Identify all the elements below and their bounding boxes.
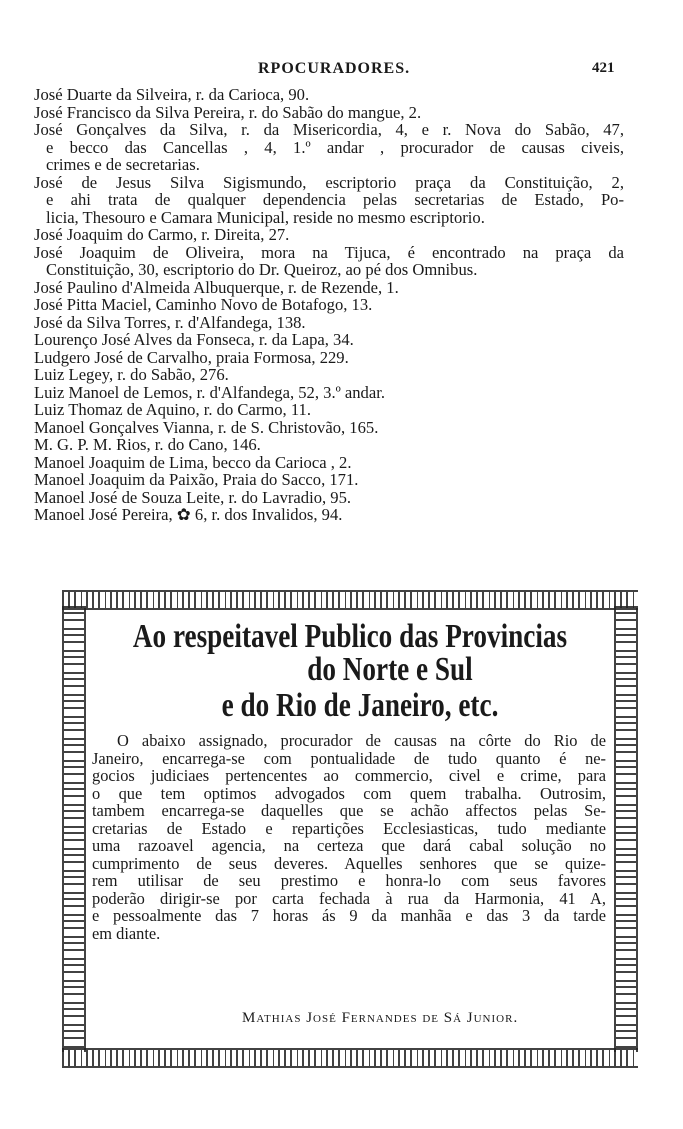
advert-body-line: em diante. [92,923,161,943]
list-entry [34,226,624,244]
list-entry [34,296,624,314]
list-entry [34,419,624,437]
advertisement-box [62,590,638,1068]
list-entry [34,366,624,384]
advert-headline-line-2: do Norte e Sul [307,651,473,688]
list-entry [34,401,624,419]
advert-signature: Mathias José Fernandes de Sá Junior. [242,1010,519,1026]
advert-body-line: uma razoavel agencia, na certeza que dará cabal solução no [92,836,606,855]
list-entry [34,279,624,297]
page-number: 421 [592,60,615,76]
list-entry [34,314,624,332]
list-entry [34,489,624,507]
entry-line: Lourenço José Alves da Fonseca, r. da Lapa, 34. [34,330,354,349]
advert-body [92,732,606,943]
greek-key-border-top [62,590,638,610]
advert-body-line: rem utilisar de seu prestimo e honra-lo com seus favores [92,871,606,890]
advert-body-line: Janeiro, encarrega-se com pontualidade de tudo quanto é ne- [92,748,606,768]
entry-line: José Pitta Maciel, Caminho Novo de Botafogo, 13. [34,295,373,314]
entry-line: José Joaquim de Oliveira, mora na Tijuca, é encontrado na praça da [34,242,624,262]
entry-line: Luiz Thomaz de Aquino, r. do Carmo, 11. [34,400,311,419]
advert-body-line: tambem encarrega-se daquelles que se achão affectos pelas Se- [92,801,606,820]
entry-line: Manoel Joaquim de Lima, becco da Carioca , 2. [34,452,352,472]
advert-body-line: gocios judiciaes pertencentes ao commercio, civel e crime, para [92,766,606,785]
entry-line: José de Jesus Silva Sigismundo, escriptorio praça da Constituição, 2, [34,172,624,192]
list-entry [34,104,624,122]
entry-line: crimes e de secretarias. [46,155,200,174]
entry-line: José Duarte da Silveira, r. da Carioca, 90. [34,85,310,104]
entry-line: José Paulino d'Almeida Albuquerque, r. de Rezende, 1. [34,277,399,297]
entry-line: José Gonçalves da Silva, r. da Misericordia, 4, e r. Nova do Sabão, 47, [34,120,624,139]
entry-line: M. G. P. M. Rios, r. do Cano, 146. [34,435,261,454]
list-entry [34,454,624,472]
entry-line: e becco das Cancellas , 4, 1.º andar , procurador de causas civeis, [46,137,624,157]
entry-line: Manoel Joaquim da Paixão, Praia do Sacco, 171. [34,470,359,489]
procurator-list [34,86,624,524]
entry-line: Luiz Manoel de Lemos, r. d'Alfandega, 52, 3.º andar. [34,382,385,402]
entry-line: licia, Thesouro e Camara Municipal, reside no mesmo escriptorio. [46,207,485,227]
list-entry [34,174,624,227]
list-entry [34,244,624,279]
advert-body-line: poderão dirigir-se por carta fechada à rua da Harmonia, 41 A, [92,888,606,908]
advert-body-line: O abaixo assignado, procurador de causas na côrte do Rio de [117,731,606,750]
list-entry [34,86,624,104]
list-entry [34,384,624,402]
greek-key-border-bottom [62,1048,638,1068]
advert-body-line: cumprimento de seus deveres. Aquelles senhores que se quize- [92,853,606,873]
entry-line: José Francisco da Silva Pereira, r. do Sabão do mangue, 2. [34,102,422,122]
list-entry [34,471,624,489]
list-entry [34,331,624,349]
advert-headline-line-3: e do Rio de Janeiro, etc. [221,687,499,724]
list-entry [34,121,624,174]
entry-line: e ahi trata de qualquer dependencia pelas secretarias de Estado, Po- [46,190,624,209]
entry-line: Ludgero José de Carvalho, praia Formosa, 229. [34,347,349,367]
advert-body-line: cretarias de Estado e repartições Ecclesiasticas, tudo mediante [92,818,606,838]
advert-body-line: e pessoalmente das 7 horas ás 9 da manhãa e das 3 da tarde [92,906,606,925]
entry-line: Manoel Gonçalves Vianna, r. de S. Christovão, 165. [34,417,379,437]
greek-key-border-left [62,606,86,1052]
list-entry [34,436,624,454]
entry-line: Constituição, 30, escriptorio do Dr. Queiroz, ao pé dos Omnibus. [46,260,478,279]
page-header [0,60,683,82]
advert-body-line: o que tem optimos advogados com quem trabalha. Outrosim, [92,783,606,803]
entry-line: Luiz Legey, r. do Sabão, 276. [34,365,229,384]
running-title: RPOCURADORES. [258,60,411,77]
entry-line: José da Silva Torres, r. d'Alfandega, 138. [34,312,306,332]
advert-headline-line-1: Ao respeitavel Publico das Provincias [132,618,568,655]
list-entry [34,349,624,367]
entry-line: José Joaquim do Carmo, r. Direita, 27. [34,225,290,244]
entry-line: Manoel José Pereira, ✿ 6, r. dos Invalidos, 94. [34,505,343,524]
entry-line: Manoel José de Souza Leite, r. do Lavradio, 95. [34,487,352,507]
list-entry [34,506,624,524]
